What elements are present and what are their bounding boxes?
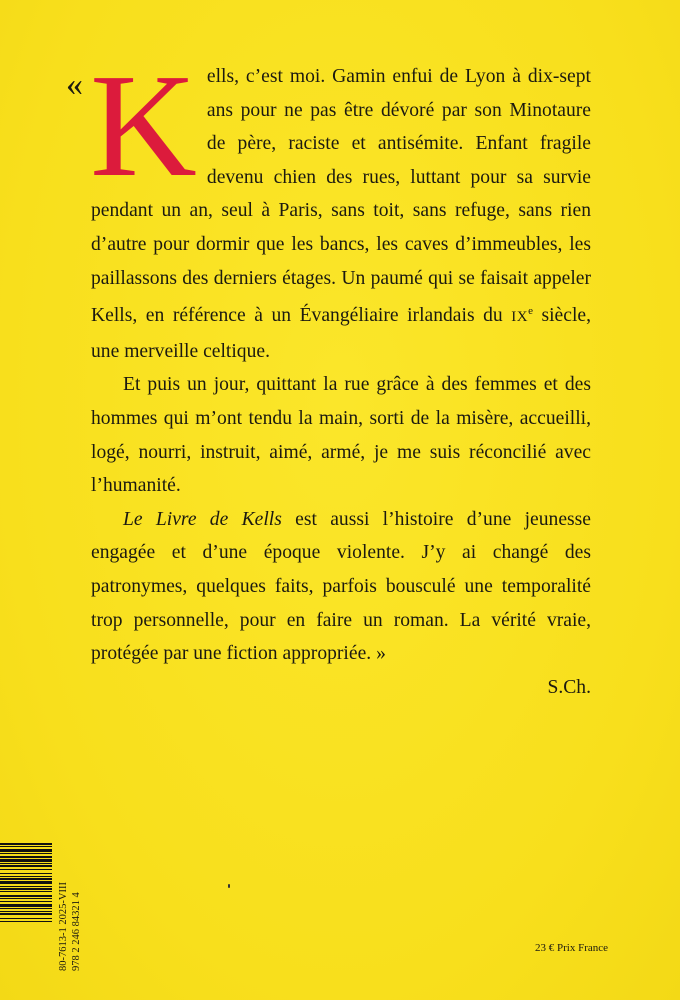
isbn-block — [58, 843, 88, 973]
barcode-bar — [0, 898, 52, 899]
century-numeral: IX — [511, 309, 529, 326]
price-label: 23 € Prix France — [534, 942, 608, 954]
barcode-bar — [0, 859, 52, 862]
paragraph-3 — [91, 503, 591, 671]
paragraph-2: Et puis un jour, quittant la rue grâce à des femmes et des hommes qui m’ont tendu la main, sorti de la misère, accueilli, logé, nourri, instruit, aimé, armé, je me suis réconcilié avec l’humanité. — [91, 374, 591, 497]
barcode-bar — [0, 911, 52, 912]
isbn-line-2: 978 2 246 84321 4 — [71, 892, 82, 971]
opening-quote-mark: « — [66, 66, 83, 103]
barcode-bar — [0, 904, 52, 907]
barcode-bar — [0, 913, 52, 915]
barcode-bar — [0, 881, 52, 884]
barcode-bar — [0, 891, 52, 892]
barcode — [0, 843, 52, 970]
barcode-bar — [0, 886, 52, 887]
century-superscript: e — [528, 305, 533, 318]
barcode-bar — [0, 876, 52, 877]
barcode-bar — [0, 863, 52, 864]
print-speck — [228, 884, 230, 888]
barcode-bar — [0, 895, 52, 897]
barcode-bar — [0, 901, 52, 902]
paragraph-1-end: siècle, une merveille celtique. — [91, 305, 591, 362]
barcode-bar — [0, 865, 52, 867]
barcode-bar — [0, 918, 52, 919]
barcode-bar — [0, 908, 52, 909]
barcode-bar — [0, 873, 52, 874]
barcode-bar — [0, 849, 52, 852]
signature: S.Ch. — [547, 676, 591, 698]
paragraph-1-text: ells, c’est moi. Gamin enfui de Lyon à dix-sept ans pour ne pas être dévoré par son Minotaure de père, raciste et antisémite. Enfant fragile devenu chien des rues, luttant pour sa survie pendant un an, seul à Paris, sans toit, sans refuge, sans rien d’autre pour dormir que les bancs, les caves d’immeubles, les paillassons des derniers étages. Un paumé qui se faisait appeler Kells, en référence à un Évangéliaire irlandais du — [91, 66, 591, 327]
paragraph-1 — [90, 44, 591, 368]
barcode-bar — [0, 888, 52, 890]
isbn-line-1: 80-7613-1 2025-VIII — [58, 882, 69, 971]
paragraph-3-text: est aussi l’histoire d’une jeunesse engagée et d’une époque violente. J’y ai changé des patronymes, quelques faits, parfois bousculé une temporalité trop personnelle, pour en faire un roman. La vérité vraie, protégée par une fiction appropriée. » — [91, 508, 591, 665]
barcode-bar — [0, 878, 52, 880]
barcode-bar — [0, 921, 52, 922]
barcode-bar — [0, 853, 52, 854]
barcode-bar — [0, 869, 52, 870]
book-title: Le Livre de Kells — [123, 508, 282, 530]
barcode-bar — [0, 856, 52, 858]
barcode-bar — [0, 846, 52, 847]
dropcap-letter: K — [90, 44, 197, 208]
barcode-bar — [0, 843, 52, 845]
blurb-text — [90, 44, 591, 704]
